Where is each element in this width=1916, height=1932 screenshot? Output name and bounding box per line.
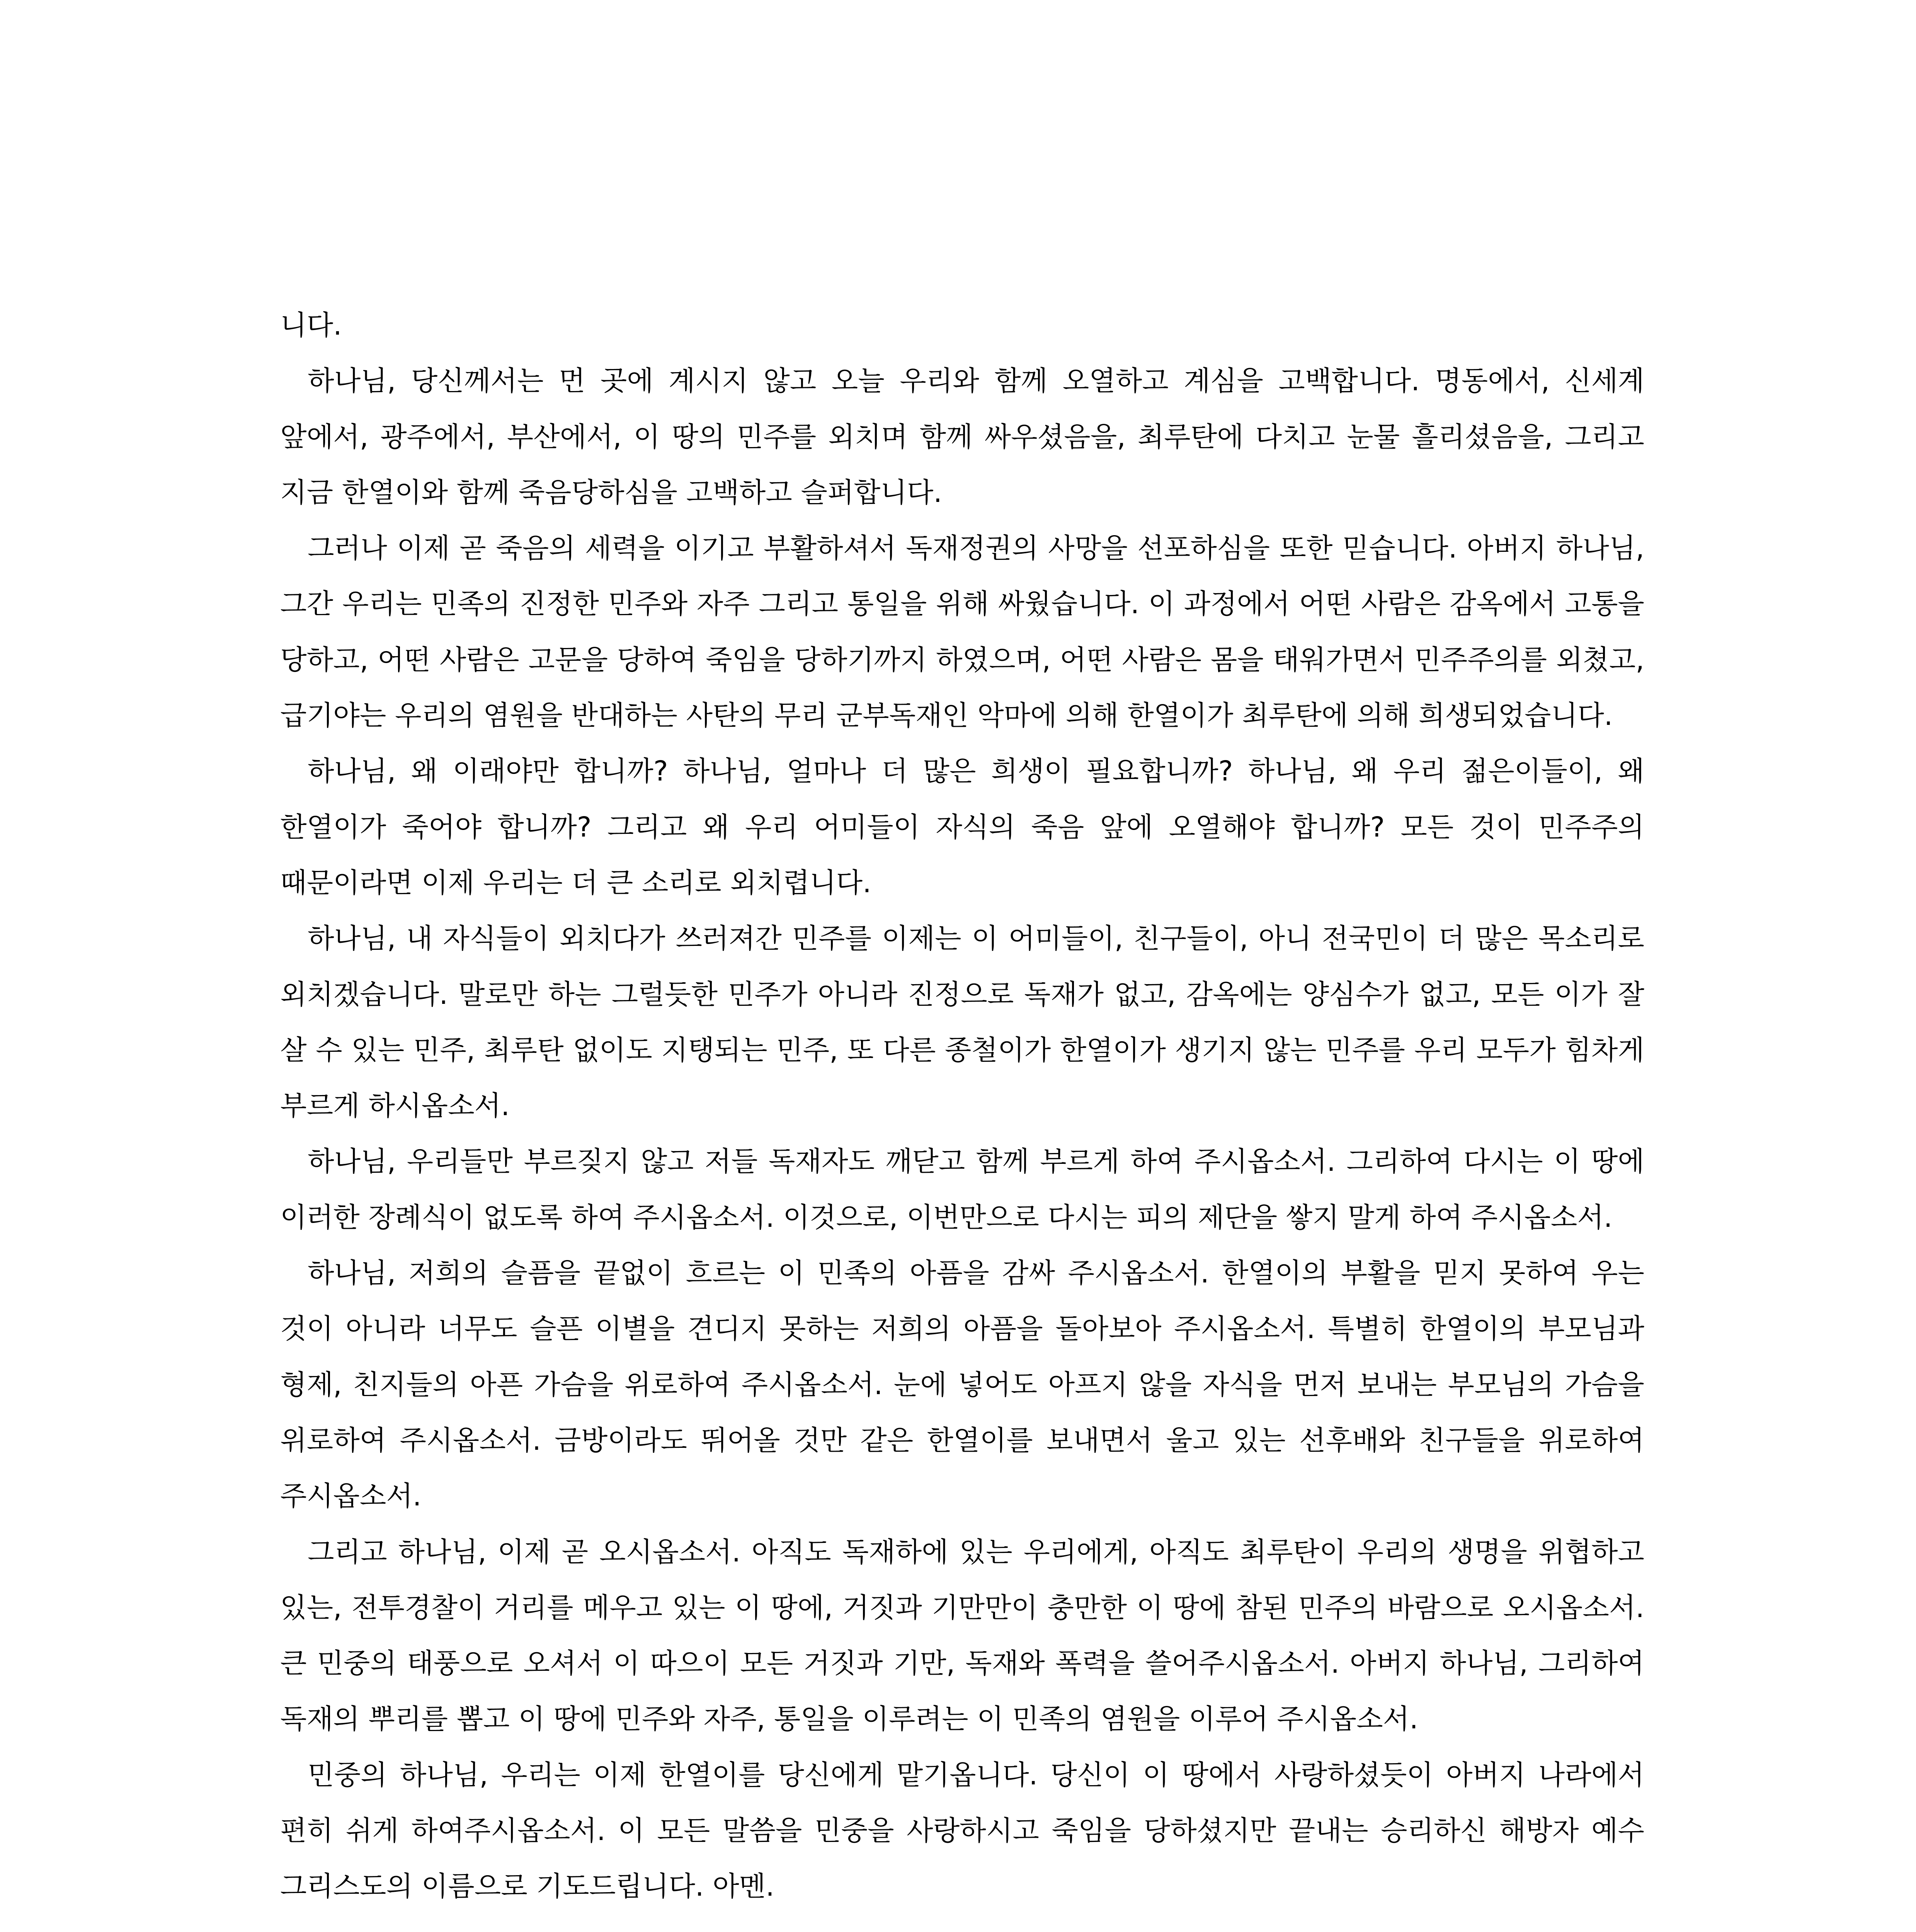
paragraph: 하나님, 저희의 슬픔을 끝없이 흐르는 이 민족의 아픔을 감싸 주시옵소서. 한열이의 부활을 믿지 못하여 우는 것이 아니라 너무도 슬픈 이별을 견디지 못하는 저희의 아픔을 돌아보아 주시옵소서. 특별히 한열이의 부모님과 형제, 친지들의 아픈 가슴을 위로하여 주시옵소서. 눈에 넣어도 아프지 않을 자식을 먼저 보내는 부모님의 가슴을 위로하여 주시옵소서. 금방이라도 뛰어올 것만 같은 한열이를 보내면서 울고 있는 선후배와 친구들을 위로하여 주시옵소서.: [280, 1257, 1644, 1512]
prayer-body: [280, 298, 1644, 1915]
paragraph: 그러나 이제 곧 죽음의 세력을 이기고 부활하셔서 독재정권의 사망을 선포하심을 또한 믿습니다. 아버지 하나님, 그간 우리는 민족의 진정한 민주와 자주 그리고 통일을 위해 싸웠습니다. 이 과정에서 어떤 사람은 감옥에서 고통을 당하고, 어떤 사람은 고문을 당하여 죽임을 당하기까지 하였으며, 어떤 사람은 몸을 태워가면서 민주주의를 외쳤고, 급기야는 우리의 염원을 반대하는 사탄의 무리 군부독재인 악마에 의해 한열이가 최루탄에 의해 희생되었습니다.: [280, 532, 1644, 732]
paragraph-continuation: 니다.: [280, 309, 342, 341]
paragraph: 하나님, 왜 이래야만 합니까? 하나님, 얼마나 더 많은 희생이 필요합니까? 하나님, 왜 우리 젊은이들이, 왜 한열이가 죽어야 합니까? 그리고 왜 우리 어미들이 자식의 죽음 앞에 오열해야 합니까? 모든 것이 민주주의 때문이라면 이제 우리는 더 큰 소리로 외치렵니다.: [280, 755, 1644, 899]
paragraph: 그리고 하나님, 이제 곧 오시옵소서. 아직도 독재하에 있는 우리에게, 아직도 최루탄이 우리의 생명을 위협하고 있는, 전투경찰이 거리를 메우고 있는 이 땅에, 거짓과 기만만이 충만한 이 땅에 참된 민주의 바람으로 오시옵소서. 큰 민중의 태풍으로 오셔서 이 따으이 모든 거짓과 기만, 독재와 폭력을 쓸어주시옵소서. 아버지 하나님, 그리하여 독재의 뿌리를 뽑고 이 땅에 민주와 자주, 통일을 이루려는 이 민족의 염원을 이루어 주시옵소서.: [280, 1536, 1644, 1735]
paragraph: 하나님, 우리들만 부르짖지 않고 저들 독재자도 깨닫고 함께 부르게 하여 주시옵소서. 그리하여 다시는 이 땅에 이러한 장례식이 없도록 하여 주시옵소서. 이것으로, 이번만으로 다시는 피의 제단을 쌓지 말게 하여 주시옵소서.: [280, 1145, 1644, 1233]
paragraph: 하나님, 당신께서는 먼 곳에 계시지 않고 오늘 우리와 함께 오열하고 계심을 고백합니다. 명동에서, 신세계 앞에서, 광주에서, 부산에서, 이 땅의 민주를 외치며 함께 싸우셨음을, 최루탄에 다치고 눈물 흘리셨음을, 그리고 지금 한열이와 함께 죽음당하심을 고백하고 슬퍼합니다.: [280, 365, 1644, 509]
paragraph: 하나님, 내 자식들이 외치다가 쓰러져간 민주를 이제는 이 어미들이, 친구들이, 아니 전국민이 더 많은 목소리로 외치겠습니다. 말로만 하는 그럴듯한 민주가 아니라 진정으로 독재가 없고, 감옥에는 양심수가 없고, 모든 이가 잘 살 수 있는 민주, 최루탄 없이도 지탱되는 민주, 또 다른 종철이가 한열이가 생기지 않는 민주를 우리 모두가 힘차게 부르게 하시옵소서.: [280, 922, 1644, 1122]
paragraph-closing: 민중의 하나님, 우리는 이제 한열이를 당신에게 맡기옵니다. 당신이 이 땅에서 사랑하셨듯이 아버지 나라에서 편히 쉬게 하여주시옵소서. 이 모든 말씀을 민중을 사랑하시고 죽임을 당하셨지만 끝내는 승리하신 해방자 예수 그리스도의 이름으로 기도드립니다. 아멘.: [280, 1759, 1644, 1903]
